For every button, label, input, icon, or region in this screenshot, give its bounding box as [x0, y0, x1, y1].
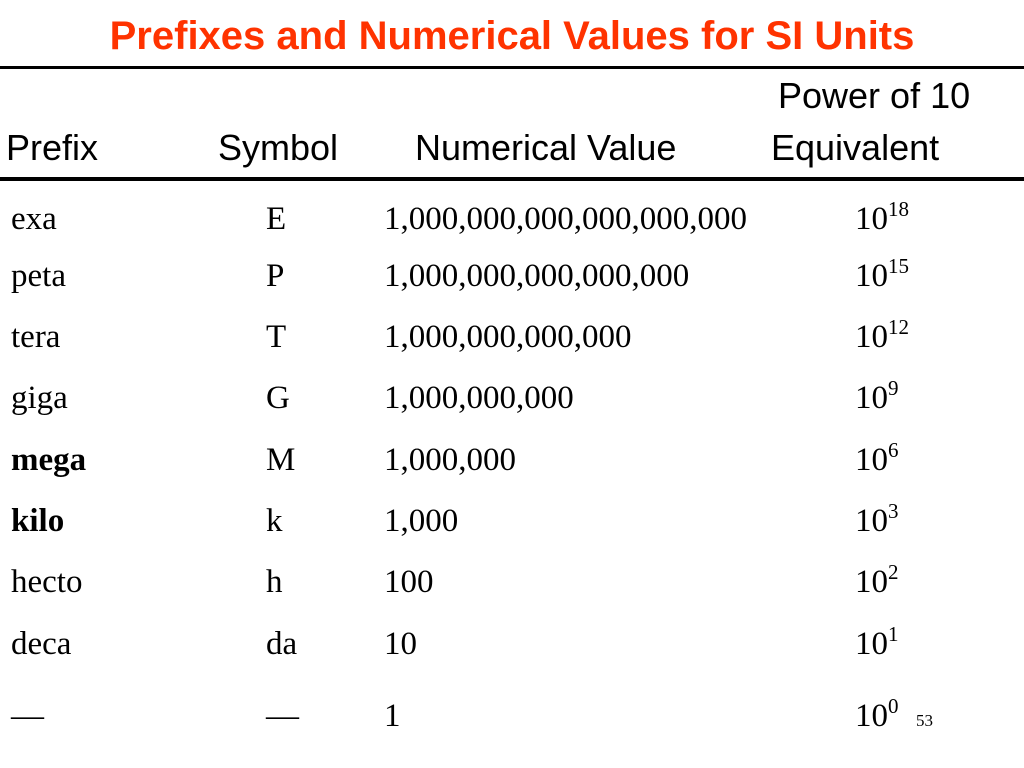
numerical-value: 1,000,000,000,000,000,000	[384, 201, 747, 237]
power-of-ten	[855, 560, 899, 600]
table-row	[0, 438, 1024, 494]
numerical-value: 1,000,000,000	[384, 380, 574, 416]
power-exponent: 1	[888, 622, 899, 646]
header-power-of-10: Power of 10	[778, 75, 971, 116]
prefix-symbol: E	[266, 201, 287, 237]
prefix-symbol: h	[266, 564, 283, 600]
header-equivalent: Equivalent	[771, 127, 940, 168]
prefix-name: peta	[11, 258, 66, 294]
table-row	[0, 622, 1024, 678]
prefix-symbol: da	[266, 626, 298, 662]
numerical-value: 1,000	[384, 503, 459, 539]
prefix-symbol: k	[266, 503, 283, 539]
table-row	[0, 254, 1024, 310]
page-number: 53	[916, 711, 933, 730]
prefix-name: mega	[11, 442, 87, 478]
prefix-name: exa	[11, 201, 57, 237]
power-of-ten	[855, 438, 899, 478]
power-base: 10	[855, 442, 888, 478]
header-symbol: Symbol	[218, 127, 339, 168]
power-of-ten	[855, 254, 909, 294]
prefix-symbol: —	[266, 698, 299, 734]
table-row	[0, 315, 1024, 371]
power-of-ten	[855, 376, 899, 416]
power-exponent: 12	[888, 315, 909, 339]
numerical-value: 1,000,000	[384, 442, 516, 478]
power-exponent: 3	[888, 499, 899, 523]
power-base: 10	[855, 258, 888, 294]
numerical-value: 1,000,000,000,000,000	[384, 258, 690, 294]
prefix-name: deca	[11, 626, 72, 662]
power-base: 10	[855, 626, 888, 662]
power-of-ten	[855, 499, 899, 539]
page-title: Prefixes and Numerical Values for SI Units	[109, 14, 915, 58]
table-row	[0, 694, 1024, 750]
power-exponent: 18	[888, 197, 909, 221]
numerical-value: 100	[384, 564, 434, 600]
power-exponent: 9	[888, 376, 899, 400]
numerical-value: 10	[384, 626, 417, 662]
prefix-symbol: T	[266, 319, 287, 355]
power-exponent: 15	[888, 254, 909, 278]
power-of-ten	[855, 622, 899, 662]
table-row	[0, 560, 1024, 616]
power-base: 10	[855, 380, 888, 416]
power-base: 10	[855, 503, 888, 539]
prefix-name: giga	[11, 380, 68, 416]
prefix-name: —	[11, 698, 44, 734]
power-base: 10	[855, 698, 888, 734]
power-exponent: 0	[888, 694, 899, 718]
prefix-name: hecto	[11, 564, 83, 600]
power-exponent: 6	[888, 438, 899, 462]
prefix-name: kilo	[11, 503, 65, 539]
power-base: 10	[855, 564, 888, 600]
prefix-symbol: M	[266, 442, 296, 478]
top-divider	[0, 66, 1024, 69]
power-of-ten	[855, 315, 909, 355]
table-row	[0, 376, 1024, 432]
power-base: 10	[855, 319, 888, 355]
table-row	[0, 197, 1024, 253]
prefix-symbol: P	[266, 258, 285, 294]
header-prefix: Prefix	[6, 127, 99, 168]
power-exponent: 2	[888, 560, 899, 584]
prefix-name: tera	[11, 319, 61, 355]
header-numerical-value: Numerical Value	[415, 127, 677, 168]
power-of-ten	[855, 694, 899, 734]
numerical-value: 1,000,000,000,000	[384, 319, 632, 355]
power-base: 10	[855, 201, 888, 237]
table-row	[0, 499, 1024, 555]
header-divider	[0, 177, 1024, 181]
power-of-ten	[855, 197, 909, 237]
prefix-symbol: G	[266, 380, 290, 416]
numerical-value: 1	[384, 698, 401, 734]
